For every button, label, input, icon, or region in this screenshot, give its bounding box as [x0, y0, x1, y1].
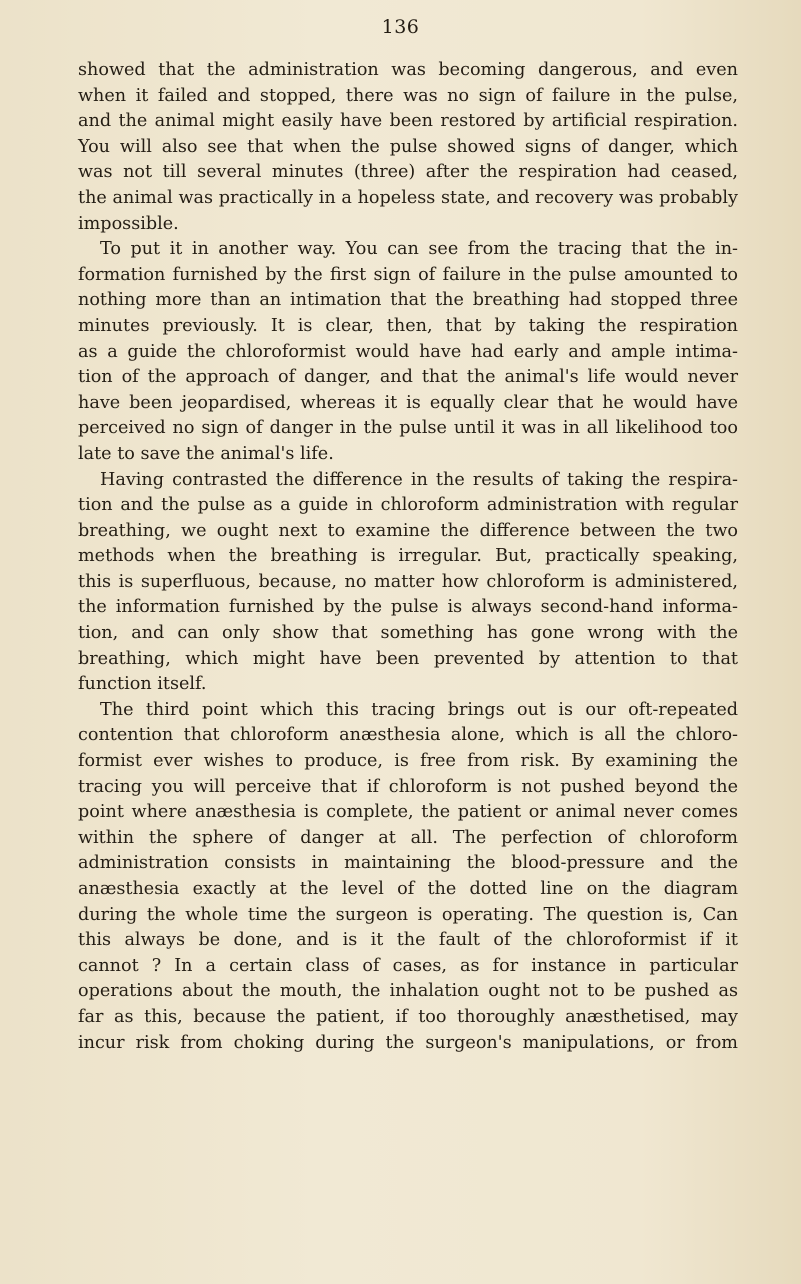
text-line: when it failed and stopped, there was no sign of failure in the pulse,	[78, 85, 738, 106]
text-line: minutes previously. It is clear, then, that by taking the respiration	[78, 315, 738, 336]
text-line: impossible.	[78, 213, 179, 234]
text-line: tion of the approach of danger, and that the animal's life would never	[78, 367, 738, 388]
text-line: breathing, we ought next to examine the difference between the two	[78, 520, 738, 541]
text-line: You will also see that when the pulse showed signs of danger, which	[78, 136, 738, 157]
text-line: breathing, which might have been prevented by attention to that	[78, 648, 738, 669]
text-line: incur risk from choking during the surgeon's manipulations, or from	[78, 1032, 738, 1053]
text-line: Having contrasted the difference in the results of taking the respira-	[100, 469, 738, 490]
text-line: anæsthesia exactly at the level of the dotted line on the diagram	[78, 879, 738, 899]
text-line: cannot ? In a certain class of cases, as for instance in particular	[78, 955, 738, 976]
paragraph-2	[78, 237, 738, 467]
text-line: To put it in another way. You can see from the tracing that the in-	[100, 239, 738, 260]
body-text	[78, 58, 738, 1056]
text-line: far as this, because the patient, if too thoroughly anæsthetised, may	[78, 1006, 738, 1027]
paragraph-3	[78, 468, 738, 698]
paragraph-4	[78, 698, 738, 1056]
text-line: this always be done, and is it the fault of the chloroformist if it	[78, 930, 738, 951]
text-line: the information furnished by the pulse is always second-hand informa-	[78, 597, 738, 618]
text-line: methods when the breathing is irregular. But, practically speaking,	[78, 546, 738, 567]
text-line: function itself.	[78, 674, 207, 695]
text-line: have been jeopardised, whereas it is equally clear that he would have	[78, 392, 738, 413]
text-line: late to save the animal's life.	[78, 443, 334, 464]
text-line: nothing more than an intimation that the breathing had stopped three	[78, 290, 738, 311]
text-line: this is superfluous, because, no matter how chloroform is administered,	[78, 571, 738, 592]
text-line: and the animal might easily have been restored by artificial respiration.	[78, 111, 738, 132]
text-line: as a guide the chloroformist would have had early and ample intima-	[78, 341, 738, 362]
text-line: formation furnished by the first sign of failure in the pulse amounted to	[78, 264, 738, 285]
text-line: within the sphere of danger at all. The perfection of chloroform	[78, 827, 738, 848]
text-line: point where anæsthesia is complete, the patient or animal never comes	[78, 802, 738, 823]
text-line: the animal was practically in a hopeless state, and recovery was probably	[78, 187, 738, 208]
text-line: operations about the mouth, the inhalation ought not to be pushed as	[78, 981, 738, 1002]
text-line: administration consists in maintaining the blood-pressure and the	[78, 853, 738, 874]
text-line: contention that chloroform anæsthesia alone, which is all the chloro-	[78, 725, 738, 746]
text-line: formist ever wishes to produce, is free from risk. By examining the	[78, 751, 738, 772]
text-line: tracing you will perceive that if chloroform is not pushed beyond the	[78, 776, 738, 797]
text-line: tion and the pulse as a guide in chloroform administration with regular	[78, 495, 738, 516]
page-number: 136	[381, 16, 420, 38]
text-line: The third point which this tracing brings out is our oft-repeated	[100, 699, 738, 720]
text-line: tion, and can only show that something has gone wrong with the	[78, 623, 738, 644]
text-line: was not till several minutes (three) after the respiration had ceased,	[78, 162, 738, 183]
text-line: perceived no sign of danger in the pulse until it was in all likelihood too	[78, 418, 738, 439]
paragraph-1	[78, 58, 738, 237]
text-line: during the whole time the surgeon is operating. The question is, Can	[78, 904, 738, 925]
text-line: showed that the administration was becoming dangerous, and even	[78, 60, 738, 80]
